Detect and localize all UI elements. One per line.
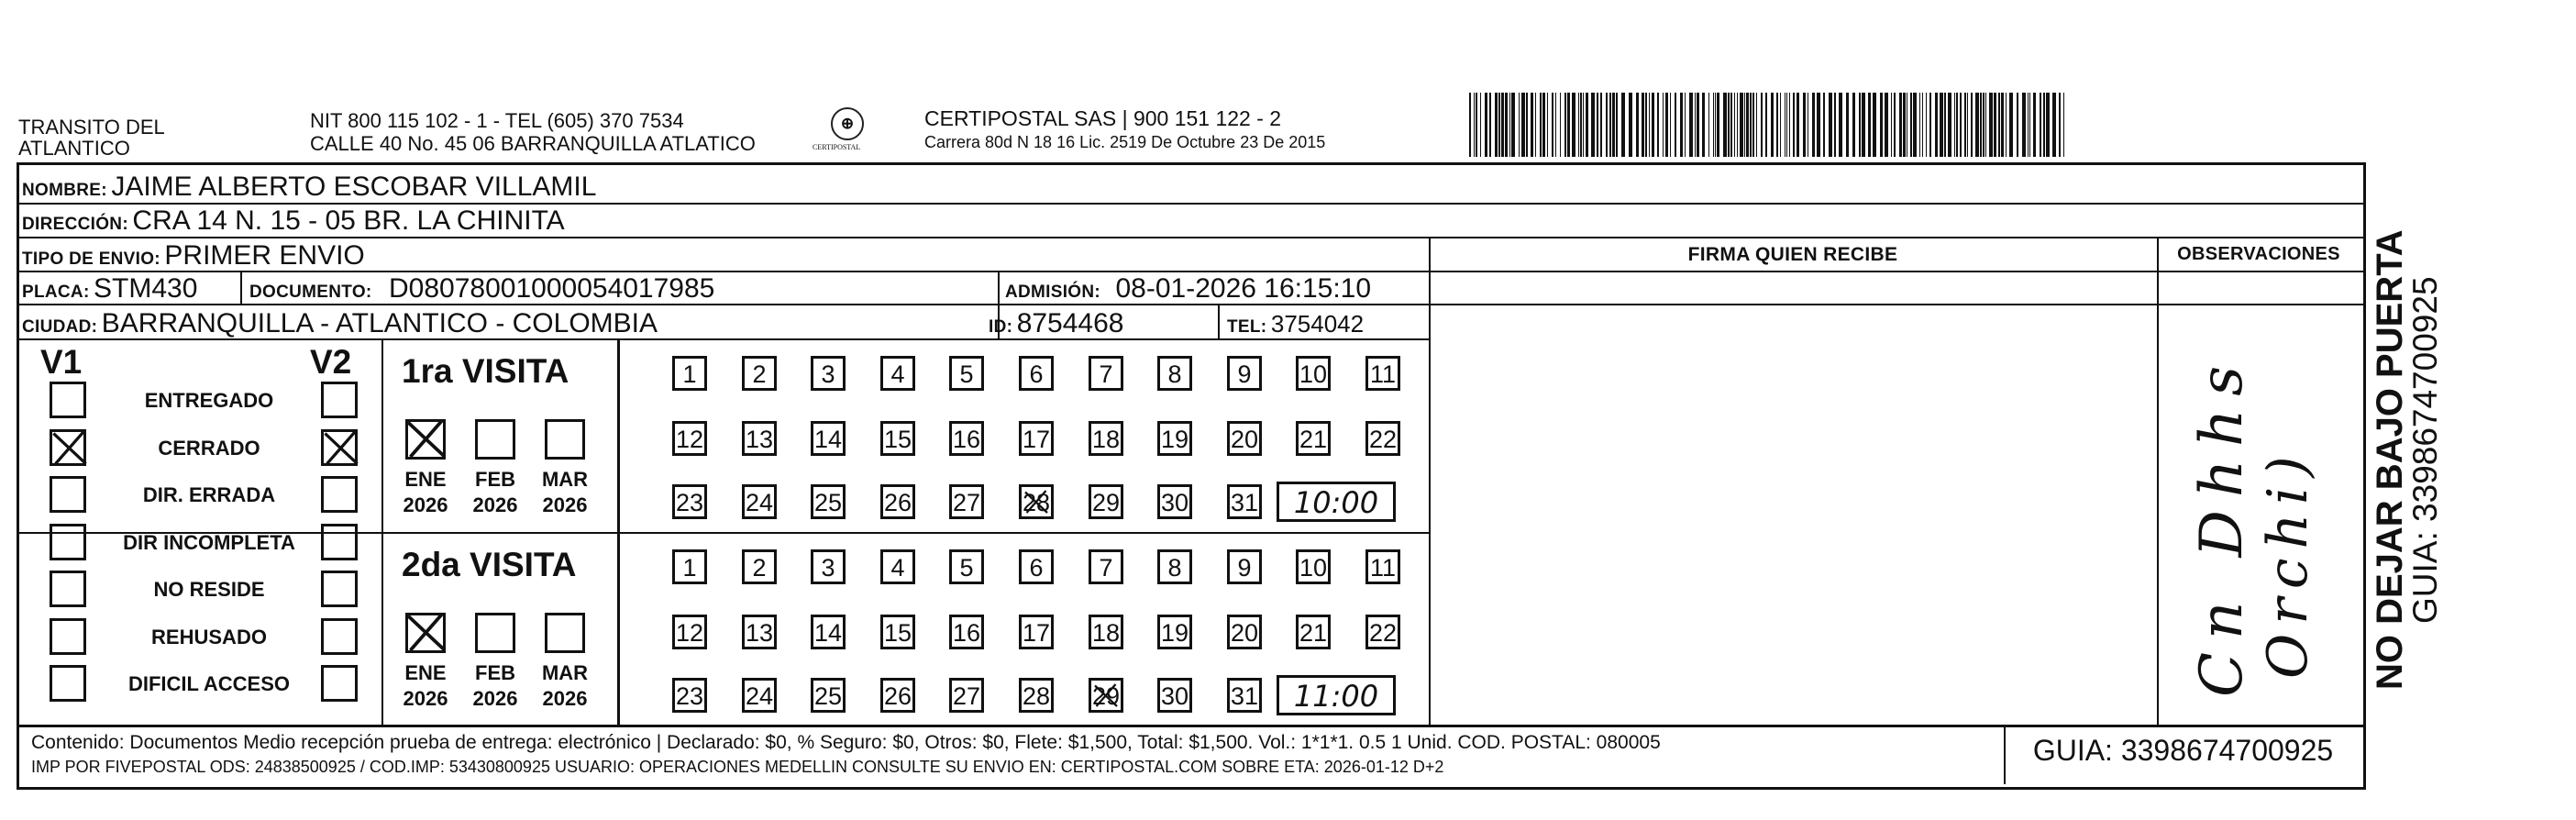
barcode-bar <box>1786 93 1787 157</box>
barcode-bar <box>1789 93 1790 157</box>
month-year-mar: 2026 <box>542 493 588 516</box>
barcode-bar <box>2017 93 2018 157</box>
day-box[interactable]: 31 <box>1227 484 1262 519</box>
barcode-bar <box>1967 93 1968 157</box>
barcode-bar <box>1944 93 1946 157</box>
barcode-bar <box>1744 93 1745 157</box>
day-box[interactable]: 21 <box>1296 421 1331 456</box>
day-box[interactable]: 17 <box>1019 615 1054 649</box>
recipient-address: CRA 14 N. 15 - 05 BR. LA CHINITA <box>132 205 565 236</box>
courier-address: Carrera 80d N 18 16 Lic. 2519 De Octubre 23 De 2015 <box>924 133 1326 151</box>
tel-value: 3754042 <box>1270 310 1365 338</box>
barcode-bar <box>1480 93 1481 157</box>
barcode-bar <box>1797 93 1799 157</box>
barcode-bar <box>1948 93 1951 157</box>
barcode-bar <box>1591 93 1595 157</box>
status-label-dificil-acceso: DIFICIL ACCESO <box>127 672 290 695</box>
barcode-bar <box>1636 93 1639 157</box>
city-label: CIUDAD: <box>22 317 98 337</box>
barcode-bar <box>1913 93 1917 157</box>
barcode-bar <box>1697 93 1699 157</box>
day-box[interactable]: 20 <box>1227 615 1262 649</box>
barcode-bar <box>1606 93 1608 157</box>
barcode-bar <box>2001 93 2004 157</box>
barcode-bar <box>1670 93 1671 157</box>
name-row <box>22 172 596 203</box>
barcode-bar <box>1612 93 1615 157</box>
barcode-bar <box>1542 93 1545 157</box>
barcode-bar <box>2029 93 2030 157</box>
barcode-bar <box>1903 93 1906 157</box>
barcode-bar <box>1476 93 1477 157</box>
day-box[interactable]: 6 <box>1019 356 1054 391</box>
barcode-bar <box>1717 93 1719 157</box>
plate-label: PLACA: <box>22 283 90 302</box>
barcode-bar <box>1985 93 1986 157</box>
day-box[interactable]: 12 <box>672 615 707 649</box>
side-guide: GUIA: 3398674700925 <box>2406 276 2444 624</box>
day-box[interactable]: 1 <box>672 356 707 391</box>
barcode-bar <box>2046 93 2050 157</box>
barcode-bar <box>1642 93 1644 157</box>
day-box[interactable]: 10 <box>1296 549 1331 584</box>
barcode-bar <box>1629 93 1632 157</box>
barcode-bar <box>1521 93 1525 157</box>
document-value: D08078001000054017985 <box>389 273 715 304</box>
observations-handwriting-line2: Orchi) <box>2256 447 2320 679</box>
status-label-dir-errada: DIR. ERRADA <box>142 483 276 506</box>
barcode-bar <box>1834 93 1836 157</box>
print-line: IMP POR FIVEPOSTAL ODS: 24838500925 / COD.IMP: 53430800925 USUARIO: OPERACIONES MEDELLIN CONSULTE SU ENVIO EN: CERTIPOSTAL.COM SOBRE ETA: 2026-01-12 D+2 <box>31 758 1444 776</box>
month-label-feb: FEB <box>475 661 515 684</box>
status-label-dir-incompleta: DIR INCOMPLETA <box>123 531 295 554</box>
day-box[interactable]: 6 <box>1019 549 1054 584</box>
day-box[interactable]: 22 <box>1365 615 1400 649</box>
barcode-bar <box>1785 93 1786 157</box>
day-box[interactable]: 18 <box>1089 615 1123 649</box>
barcode-bar <box>1715 93 1716 157</box>
month-checkbox-mar[interactable] <box>545 613 585 653</box>
day-box[interactable]: 9 <box>1227 549 1262 584</box>
side-warning: NO DEJAR BAJO PUERTA <box>2370 229 2410 690</box>
document-label: DOCUMENTO: <box>249 283 372 302</box>
month-checkbox-feb[interactable] <box>475 419 515 460</box>
v1-check-mark <box>50 427 90 468</box>
barcode-bar <box>1685 93 1686 157</box>
barcode-bar <box>1649 93 1650 157</box>
status-label-cerrado: CERRADO <box>158 437 260 460</box>
issuer-line-2: ATLANTICO <box>18 137 130 160</box>
day-box[interactable]: 5 <box>949 356 984 391</box>
day-box[interactable]: 12 <box>672 421 707 456</box>
v2-label: V2 <box>310 343 352 381</box>
day-box[interactable]: 5 <box>949 549 984 584</box>
barcode-bar <box>1910 93 1912 157</box>
day-box[interactable]: 7 <box>1089 549 1123 584</box>
barcode-bar <box>1511 93 1515 157</box>
day-box[interactable]: 27 <box>949 484 984 519</box>
day-box[interactable]: 26 <box>880 678 915 713</box>
barcode-bar <box>1989 93 1993 157</box>
barcode-bar <box>1852 93 1855 157</box>
month-check-mark <box>404 416 449 461</box>
barcode-bar <box>1547 93 1548 157</box>
barcode-bar <box>1552 93 1553 157</box>
day-box[interactable]: 11 <box>1365 356 1400 391</box>
barcode-bar <box>1578 93 1579 157</box>
barcode-bar <box>1823 93 1825 157</box>
day-box[interactable]: 2 <box>742 356 777 391</box>
tel-cell <box>1227 310 1364 338</box>
barcode-bar <box>1812 93 1815 157</box>
name-label: NOMBRE: <box>22 181 107 200</box>
barcode-bar <box>1971 93 1973 157</box>
nit-line: NIT 800 115 102 - 1 - TEL (605) 370 7534 <box>310 109 684 132</box>
document-cell <box>249 273 714 305</box>
day-box[interactable]: 30 <box>1157 678 1192 713</box>
barcode-bar <box>1750 93 1752 157</box>
barcode-bar <box>1829 93 1832 157</box>
month-year-ene: 2026 <box>403 687 448 710</box>
barcode-bar <box>1702 93 1705 157</box>
day-box[interactable]: 29 <box>1089 484 1123 519</box>
day-box[interactable]: 16 <box>949 615 984 649</box>
admission-value: 08-01-2026 16:15:10 <box>1115 273 1372 304</box>
day-box[interactable]: 19 <box>1157 421 1192 456</box>
barcode-bar <box>1746 93 1749 157</box>
observations-header: OBSERVACIONES <box>2177 244 2340 264</box>
day-box[interactable]: 1 <box>672 549 707 584</box>
day-box[interactable]: 17 <box>1019 421 1054 456</box>
barcode-bar <box>1980 93 1982 157</box>
month-label-ene: ENE <box>404 661 447 684</box>
month-label-feb: FEB <box>475 468 515 491</box>
visit-title: 2da VISITA <box>402 546 577 583</box>
barcode-bar <box>1956 93 1958 157</box>
barcode-bar <box>1756 93 1757 157</box>
barcode-bar <box>1621 93 1625 157</box>
barcode-bar <box>1880 93 1883 157</box>
logo-subtitle: CERTIPOSTAL <box>813 143 861 151</box>
barcode-bar <box>1708 93 1709 157</box>
visit-time: 11:00 <box>1277 675 1396 715</box>
barcode-bar <box>1752 93 1754 157</box>
id-cell <box>989 308 1123 339</box>
city-value: BARRANQUILLA - ATLANTICO - COLOMBIA <box>101 308 658 338</box>
barcode-bar <box>1734 93 1735 157</box>
day-box[interactable]: 9 <box>1227 356 1262 391</box>
barcode-bar <box>1994 93 1996 157</box>
day-box[interactable]: 14 <box>811 421 846 456</box>
day-box[interactable]: 19 <box>1157 615 1192 649</box>
day-box[interactable]: 25 <box>811 678 846 713</box>
barcode-bar <box>1560 93 1561 157</box>
barcode-bar <box>1885 93 1888 157</box>
id-value: 8754468 <box>1016 308 1124 338</box>
v2-checkbox-rehusado[interactable] <box>321 618 358 655</box>
barcode-bar <box>1519 93 1520 157</box>
barcode-bar <box>1737 93 1738 157</box>
id-label: ID: <box>989 317 1013 337</box>
v1-checkbox-no-reside[interactable] <box>50 571 86 607</box>
day-box[interactable]: 23 <box>672 484 707 519</box>
barcode-bar <box>1616 93 1618 157</box>
v1-label: V1 <box>40 343 83 381</box>
plate-cell <box>22 273 197 305</box>
day-box[interactable]: 31 <box>1227 678 1262 713</box>
day-box[interactable]: 18 <box>1089 421 1123 456</box>
barcode-bar <box>1771 93 1774 157</box>
admission-cell <box>1005 273 1371 305</box>
barcode-bar <box>1555 93 1556 157</box>
month-check-mark <box>404 609 449 655</box>
barcode-bar <box>1723 93 1727 157</box>
barcode-bar <box>1580 93 1582 157</box>
barcode-bar <box>1975 93 1979 157</box>
barcode-bar <box>1776 93 1778 157</box>
barcode-bar <box>1509 93 1510 157</box>
day-box[interactable]: 16 <box>949 421 984 456</box>
day-box[interactable]: 28 <box>1019 678 1054 713</box>
v1-checkbox-dir-errada[interactable] <box>50 476 86 513</box>
month-checkbox-mar[interactable] <box>545 419 585 460</box>
v1-checkbox-dir-incompleta[interactable] <box>50 524 86 560</box>
visit-title: 1ra VISITA <box>402 352 569 390</box>
barcode-bar <box>1583 93 1584 157</box>
barcode-bar <box>1765 93 1767 157</box>
day-box[interactable]: 8 <box>1157 549 1192 584</box>
visit-time: 10:00 <box>1277 482 1396 522</box>
day-box[interactable]: 29 <box>1089 678 1123 713</box>
v1-checkbox-rehusado[interactable] <box>50 618 86 655</box>
barcode-bar <box>2009 93 2013 157</box>
barcode-bar <box>2040 93 2041 157</box>
day-box[interactable]: 8 <box>1157 356 1192 391</box>
barcode-bar <box>1868 93 1871 157</box>
plate-value: STM430 <box>94 273 198 304</box>
barcode-bar <box>1780 93 1781 157</box>
day-box[interactable]: 26 <box>880 484 915 519</box>
day-box[interactable]: 21 <box>1296 615 1331 649</box>
barcode-bar <box>1572 93 1575 157</box>
barcode-bar <box>1926 93 1927 157</box>
v1-checkbox-dificil-acceso[interactable] <box>50 665 86 702</box>
day-mark <box>1092 681 1120 709</box>
shipment-row <box>22 240 365 271</box>
day-box[interactable]: 10 <box>1296 356 1331 391</box>
barcode-bar <box>1609 93 1611 157</box>
day-box[interactable]: 13 <box>742 421 777 456</box>
barcode-bar <box>1728 93 1730 157</box>
barcode-bar <box>1495 93 1498 157</box>
day-box[interactable]: 14 <box>811 615 846 649</box>
barcode-bar <box>1564 93 1566 157</box>
observations-handwriting-line1: Cn Dhhs <box>2188 352 2256 697</box>
month-year-feb: 2026 <box>472 493 518 516</box>
city-cell <box>22 308 658 339</box>
status-label-no-reside: NO RESIDE <box>153 578 265 601</box>
shipment-type: PRIMER ENVIO <box>164 240 365 271</box>
v2-check-mark <box>321 427 361 468</box>
v2-checkbox-dir-errada[interactable] <box>321 476 358 513</box>
day-box[interactable]: 3 <box>811 356 846 391</box>
barcode-bar <box>1652 93 1654 157</box>
barcode-bar <box>1680 93 1683 157</box>
barcode-bar <box>2059 93 2061 157</box>
day-box[interactable]: 24 <box>742 678 777 713</box>
barcode-bar <box>2028 93 2029 157</box>
barcode-bar <box>1960 93 1962 157</box>
barcode <box>1469 93 2073 157</box>
barcode-bar <box>1665 93 1668 157</box>
day-box[interactable]: 22 <box>1365 421 1400 456</box>
barcode-bar <box>1803 93 1806 157</box>
day-box[interactable]: 28 <box>1019 484 1054 519</box>
barcode-bar <box>2033 93 2036 157</box>
month-label-mar: MAR <box>541 661 589 684</box>
barcode-bar <box>1730 93 1732 157</box>
barcode-bar <box>1919 93 1920 157</box>
barcode-bar <box>1469 93 1471 157</box>
barcode-bar <box>2006 93 2007 157</box>
certipostal-logo-icon: ⊕ <box>831 107 864 140</box>
barcode-bar <box>2052 93 2056 157</box>
barcode-bar <box>1498 93 1500 157</box>
barcode-bar <box>1485 93 1487 157</box>
barcode-bar <box>1873 93 1876 157</box>
status-label-entregado: ENTREGADO <box>144 389 274 412</box>
barcode-bar <box>2043 93 2045 157</box>
barcode-bar <box>1846 93 1849 157</box>
barcode-bar <box>1695 93 1696 157</box>
day-box[interactable]: 23 <box>672 678 707 713</box>
barcode-bar <box>1531 93 1533 157</box>
barcode-bar <box>1474 93 1475 157</box>
month-year-feb: 2026 <box>472 687 518 710</box>
day-box[interactable]: 24 <box>742 484 777 519</box>
address-row <box>22 205 565 237</box>
signature-header: FIRMA QUIEN RECIBE <box>1687 244 1898 265</box>
barcode-bar <box>1891 93 1892 157</box>
barcode-bar <box>1954 93 1955 157</box>
barcode-bar <box>1713 93 1714 157</box>
v2-checkbox-dificil-acceso[interactable] <box>321 665 358 702</box>
month-label-ene: ENE <box>404 468 447 491</box>
v2-checkbox-entregado[interactable] <box>321 382 358 418</box>
day-box[interactable]: 3 <box>811 549 846 584</box>
barcode-bar <box>1505 93 1508 157</box>
barcode-bar <box>1998 93 2000 157</box>
barcode-bar <box>1940 93 1943 157</box>
v2-checkbox-dir-incompleta[interactable] <box>321 524 358 560</box>
shipment-type-label: TIPO DE ENVIO: <box>22 249 160 269</box>
issuer-line-1: TRANSITO DEL <box>18 116 165 139</box>
day-mark <box>1023 488 1050 515</box>
day-box[interactable]: 4 <box>880 356 915 391</box>
barcode-bar <box>1689 93 1693 157</box>
recipient-name: JAIME ALBERTO ESCOBAR VILLAMIL <box>111 172 597 202</box>
issuer-address: CALLE 40 No. 45 06 BARRANQUILLA ATLATICO <box>310 132 756 155</box>
month-label-mar: MAR <box>541 468 589 491</box>
month-checkbox-feb[interactable] <box>475 613 515 653</box>
barcode-bar <box>1935 93 1938 157</box>
day-box[interactable]: 7 <box>1089 356 1123 391</box>
barcode-bar <box>1675 93 1676 157</box>
barcode-bar <box>1859 93 1861 157</box>
barcode-bar <box>1535 93 1536 157</box>
month-year-ene: 2026 <box>403 493 448 516</box>
barcode-bar <box>1983 93 1985 157</box>
barcode-bar <box>1839 93 1842 157</box>
admission-label: ADMISIÓN: <box>1005 283 1101 302</box>
barcode-bar <box>1597 93 1598 157</box>
day-box[interactable]: 20 <box>1227 421 1262 456</box>
barcode-bar <box>2022 93 2026 157</box>
observations-area[interactable] <box>2161 275 2357 721</box>
day-box[interactable]: 4 <box>880 549 915 584</box>
courier-line: CERTIPOSTAL SAS | 900 151 122 - 2 <box>924 106 1282 130</box>
barcode-bar <box>1567 93 1570 157</box>
barcode-bar <box>1793 93 1795 157</box>
day-box[interactable]: 11 <box>1365 549 1400 584</box>
footer-guide: GUIA: 3398674700925 <box>2032 734 2334 767</box>
barcode-bar <box>1586 93 1588 157</box>
barcode-bar <box>1929 93 1931 157</box>
barcode-bar <box>1922 93 1923 157</box>
barcode-bar <box>1964 93 1966 157</box>
barcode-bar <box>1740 93 1743 157</box>
barcode-bar <box>2063 93 2064 157</box>
barcode-bar <box>1526 93 1528 157</box>
month-year-mar: 2026 <box>542 687 588 710</box>
signature-area[interactable] <box>1432 275 2153 721</box>
day-box[interactable]: 15 <box>880 615 915 649</box>
day-box[interactable]: 30 <box>1157 484 1192 519</box>
barcode-bar <box>1489 93 1491 157</box>
barcode-bar <box>1761 93 1763 157</box>
v2-checkbox-no-reside[interactable] <box>321 571 358 607</box>
barcode-bar <box>1894 93 1896 157</box>
barcode-bar <box>1862 93 1865 157</box>
barcode-bar <box>1657 93 1659 157</box>
barcode-bar <box>1540 93 1542 157</box>
address-label: DIRECCIÓN: <box>22 215 128 234</box>
barcode-bar <box>1817 93 1820 157</box>
day-box[interactable]: 25 <box>811 484 846 519</box>
tel-label: TEL: <box>1227 317 1267 337</box>
v1-checkbox-entregado[interactable] <box>50 382 86 418</box>
barcode-bar <box>1600 93 1602 157</box>
barcode-bar <box>1645 93 1647 157</box>
day-box[interactable]: 2 <box>742 549 777 584</box>
day-box[interactable]: 27 <box>949 678 984 713</box>
day-box[interactable]: 13 <box>742 615 777 649</box>
barcode-bar <box>1899 93 1902 157</box>
day-box[interactable]: 15 <box>880 421 915 456</box>
status-label-rehusado: REHUSADO <box>151 626 267 648</box>
barcode-bar <box>1663 93 1664 157</box>
content-line: Contenido: Documentos Medio recepción prueba de entrega: electrónico | Declarado: $0, % Seguro: $0, Otros: $0, Flete: $1,500, Total: $1,500. Vol.: 1*1*1. 0.5 1 Unid. COD. POSTAL: 080005 <box>31 732 1661 753</box>
barcode-bar <box>1501 93 1504 157</box>
